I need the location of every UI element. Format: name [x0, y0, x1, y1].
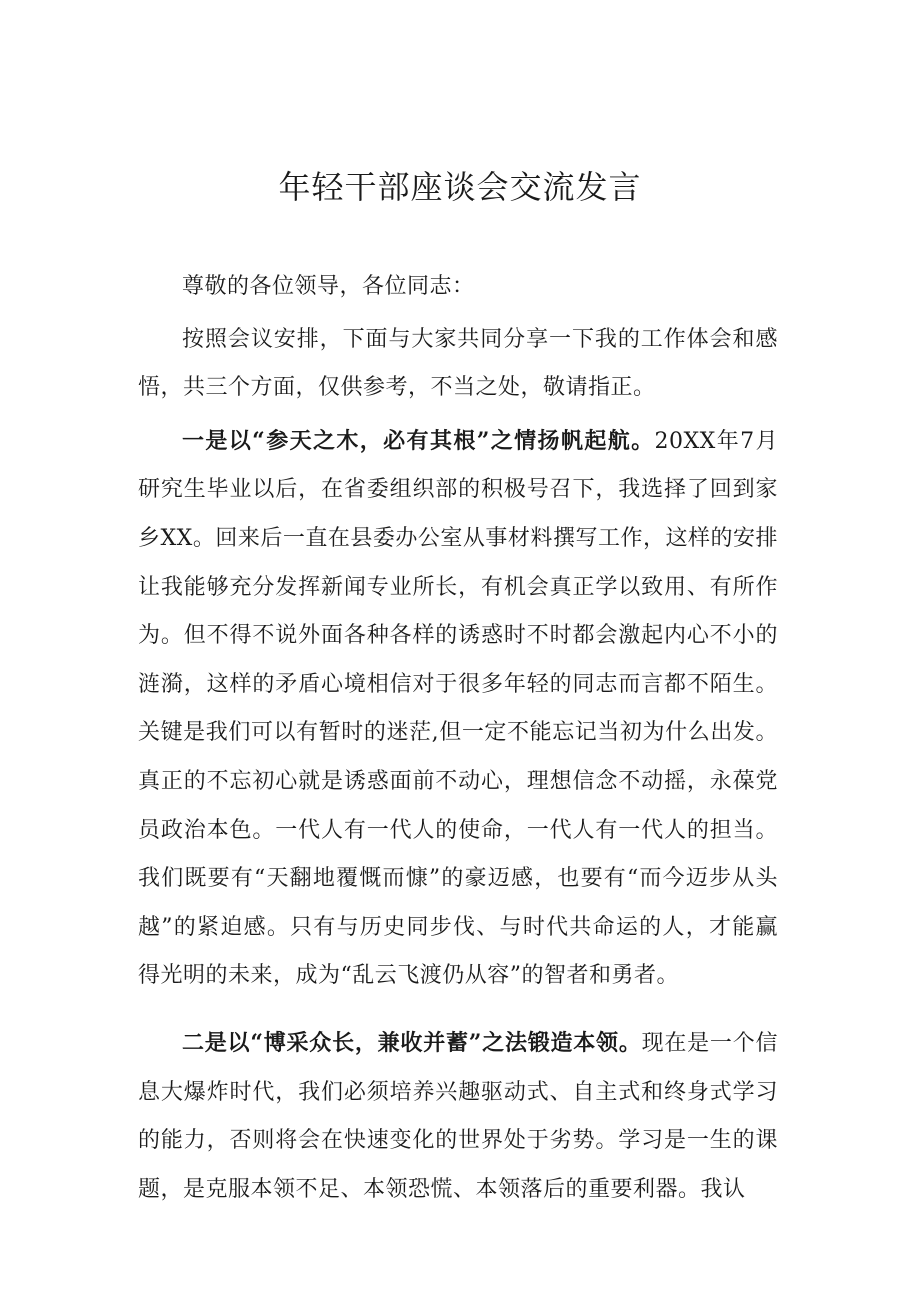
section-1-paragraph — [138, 417, 778, 1001]
section-2-text: 现在是一个信息大爆炸时代，我们必须培养兴趣驱动式、自主式和终身式学习的能力，否则将会在快速变化的世界处于劣势。学习是一生的课题，是克服本领不足、本领恐慌、本领落后的重要利器。我认 — [138, 1030, 778, 1202]
document-title: 年轻干部座谈会交流发言 — [278, 168, 642, 206]
intro-paragraph: 按照会议安排，下面与大家共同分享一下我的工作体会和感悟，共三个方面，仅供参考，不当之处，敬请指正。 — [138, 326, 778, 401]
section-2-lead: 二是以“博采众长，兼收并蓄”之法锻造本领。 — [182, 1029, 642, 1056]
salutation: 尊敬的各位领导，各位同志： — [182, 274, 475, 299]
section-1-lead: 一是以“参天之木，必有其根”之情扬帆起航。 — [182, 427, 655, 454]
document-body — [138, 263, 778, 1214]
section-2-paragraph — [138, 1019, 778, 1214]
section-1-text: 20XX年7月研究生毕业以后，在省委组织部的积极号召下，我选择了回到家乡XX。回来后一直在县委办公室从事材料撰写工作，这样的安排让我能够充分发挥新闻专业所长，有机会真正学以致用、有所作为。但不得不说外面各种各样的诱惑时不时都会激起内心不小的涟漪，这样的矛盾心境相信对于很多年轻的同志而言都不陌生。关键是我们可以有暂时的迷茫,但一定不能忘记当初为什么出发。真正的不忘初心就是诱惑面前不动心，理想信念不动摇，永葆党员政治本色。一代人有一代人的使命，一代人有一代人的担当。我们既要有“天翻地覆慨而慷”的豪迈感，也要有“而今迈步从头越”的紧迫感。只有与历史同步伐、与时代共命运的人，才能赢得光明的未来，成为“乱云飞渡仍从容”的智者和勇者。 — [138, 428, 778, 989]
